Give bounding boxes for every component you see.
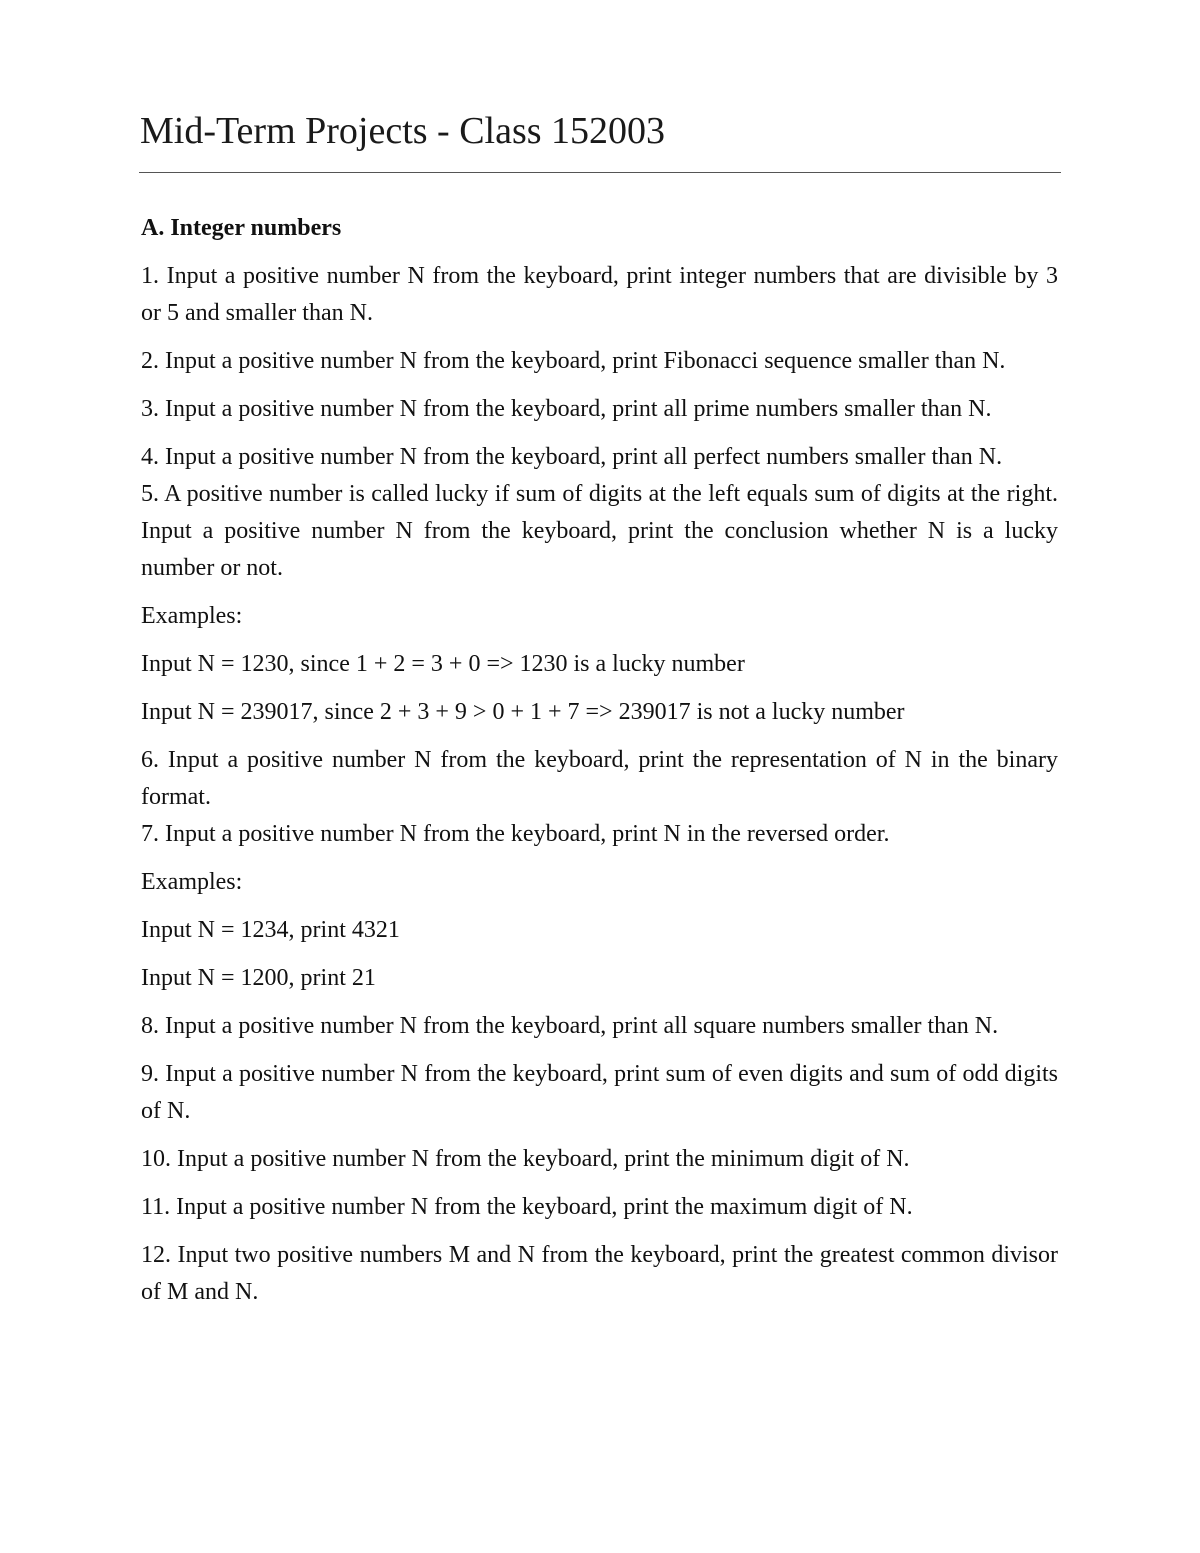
problem-3: 3. Input a positive number N from the keyboard, print all prime numbers smaller than N. (141, 396, 992, 422)
problem-12: 12. Input two positive numbers M and N from the keyboard, print the greatest common divisor of M and N. (141, 1242, 1058, 1305)
problem-11: 11. Input a positive number N from the keyboard, print the maximum digit of N. (141, 1194, 913, 1220)
page-title: Mid-Term Projects - Class 152003 (140, 110, 666, 152)
problem-5: 5. A positive number is called lucky if sum of digits at the left equals sum of digits at the right. Input a positive number N from the keyboard, print the conclusion whether N is a lucky number or not. (141, 481, 1058, 581)
example-line: Input N = 1234, print 4321 (141, 917, 400, 943)
section-heading: A. Integer numbers (141, 215, 342, 241)
examples-label: Examples: (141, 603, 243, 629)
problem-7: 7. Input a positive number N from the keyboard, print N in the reversed order. (141, 821, 890, 847)
document-body (141, 210, 1058, 1322)
problem-8: 8. Input a positive number N from the keyboard, print all square numbers smaller than N. (141, 1013, 999, 1039)
problem-1: 1. Input a positive number N from the keyboard, print integer numbers that are divisible by 3 or 5 and smaller than N. (141, 263, 1058, 326)
examples-label: Examples: (141, 869, 243, 895)
example-line: Input N = 1200, print 21 (141, 965, 376, 991)
problem-4: 4. Input a positive number N from the keyboard, print all perfect numbers smaller than N. (141, 444, 1003, 470)
problem-10: 10. Input a positive number N from the keyboard, print the minimum digit of N. (141, 1146, 910, 1172)
problem-2: 2. Input a positive number N from the keyboard, print Fibonacci sequence smaller than N. (141, 348, 1006, 374)
title-divider (139, 172, 1061, 173)
problem-9: 9. Input a positive number N from the keyboard, print sum of even digits and sum of odd digits of N. (141, 1061, 1058, 1124)
example-line: Input N = 1230, since 1 + 2 = 3 + 0 => 1230 is a lucky number (141, 651, 745, 677)
example-line: Input N = 239017, since 2 + 3 + 9 > 0 + 1 + 7 => 239017 is not a lucky number (141, 699, 905, 725)
problem-6: 6. Input a positive number N from the keyboard, print the representation of N in the binary format. (141, 747, 1058, 810)
